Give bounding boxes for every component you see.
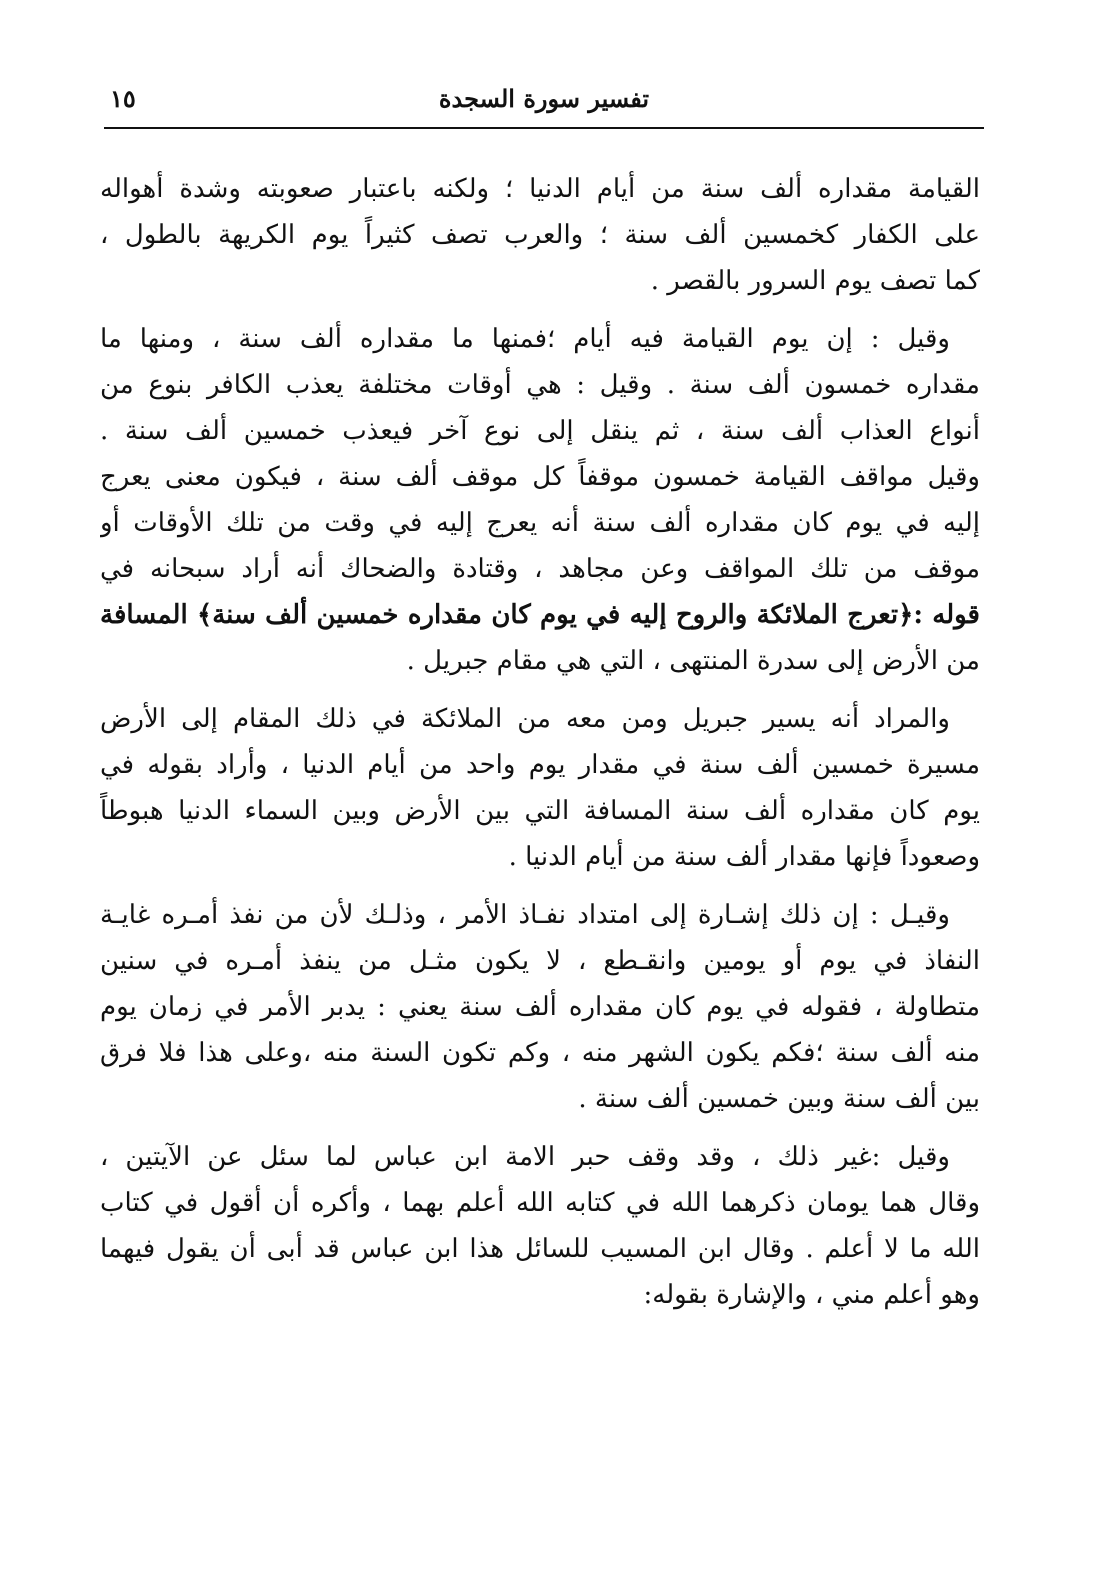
quran-verse-line: قوله :﴿تعرج الملائكة والروح إليه في يوم كان مقداره خمسين ألف سنة﴾ المسافة [100, 600, 980, 630]
text-line: وقيـل : إن ذلك إشـارة إلى امتداد نفـاذ الأمر ، وذلـك لأن من نفذ أمـره غايـة [100, 900, 950, 930]
paragraph-5 [100, 1134, 980, 1318]
chapter-title: تفسير سورة السجدة [438, 84, 650, 113]
text-line: الله ما لا أعلم . وقال ابن المسيب للسائل هذا ابن عباس قد أبى أن يقول فيهما [100, 1234, 980, 1264]
text-line: والمراد أنه يسير جبريل ومن معه من الملائكة في ذلك المقام إلى الأرض [100, 704, 950, 734]
text-line: يوم كان مقداره ألف سنة المسافة التي بين الأرض وبين السماء الدنيا هبوطاً [100, 796, 980, 826]
paragraph-4 [100, 892, 980, 1122]
paragraph-1 [100, 166, 980, 304]
text-line: وقيل : إن يوم القيامة فيه أيام ؛فمنها ما مقداره ألف سنة ، ومنها ما [100, 324, 950, 354]
text-line: من الأرض إلى سدرة المنتهى ، التي هي مقام جبريل . [406, 646, 980, 676]
paragraph-2 [100, 316, 980, 684]
text-line: مقداره خمسون ألف سنة . وقيل : هي أوقات مختلفة يعذب الكافر بنوع من [100, 370, 980, 400]
page-number: ١٥ [110, 84, 136, 113]
running-header [104, 82, 984, 126]
text-line: متطاولة ، فقوله في يوم كان مقداره ألف سنة يعني : يدبر الأمر في زمان يوم [100, 992, 980, 1022]
text-body [100, 166, 980, 1330]
text-line: إليه في يوم كان مقداره ألف سنة أنه يعرج إليه في وقت من تلك الأوقات أو [100, 508, 980, 538]
text-line: أنواع العذاب ألف سنة ، ثم ينقل إلى نوع آخر فيعذب خمسين ألف سنة . [100, 416, 980, 446]
text-line: وقال هما يومان ذكرهما الله في كتابه الله أعلم بهما ، وأكره أن أقول في كتاب [100, 1188, 980, 1218]
text-line: كما تصف يوم السرور بالقصر . [650, 266, 980, 296]
text-line: وقيل :غير ذلك ، وقد وقف حبر الامة ابن عباس لما سئل عن الآيتين ، [100, 1142, 950, 1172]
text-line: النفاذ في يوم أو يومين وانقـطع ، لا يكون مثـل من ينفذ أمـره في سنين [100, 946, 980, 976]
text-line: وهو أعلم مني ، والإشارة بقوله: [643, 1280, 980, 1310]
text-line: على الكفار كخمسين ألف سنة ؛ والعرب تصف كثيراً يوم الكريهة بالطول ، [100, 220, 980, 250]
text-line: موقف من تلك المواقف وعن مجاهد ، وقتادة والضحاك أنه أراد سبحانه في [100, 554, 980, 584]
text-line: بين ألف سنة وبين خمسين ألف سنة . [578, 1084, 980, 1114]
text-line: القيامة مقداره ألف سنة من أيام الدنيا ؛ ولكنه باعتبار صعوبته وشدة أهواله [100, 174, 980, 204]
text-line: مسيرة خمسين ألف سنة في مقدار يوم واحد من أيام الدنيا ، وأراد بقوله في [100, 750, 980, 780]
paragraph-3 [100, 696, 980, 880]
text-line: وصعوداً فإنها مقدار ألف سنة من أيام الدنيا . [508, 842, 980, 872]
text-line: وقيل مواقف القيامة خمسون موقفاً كل موقف ألف سنة ، فيكون معنى يعرج [100, 462, 980, 492]
text-line: منه ألف سنة ؛فكم يكون الشهر منه ، وكم تكون السنة منه ،وعلى هذا فلا فرق [100, 1038, 980, 1068]
header-divider [104, 127, 984, 129]
